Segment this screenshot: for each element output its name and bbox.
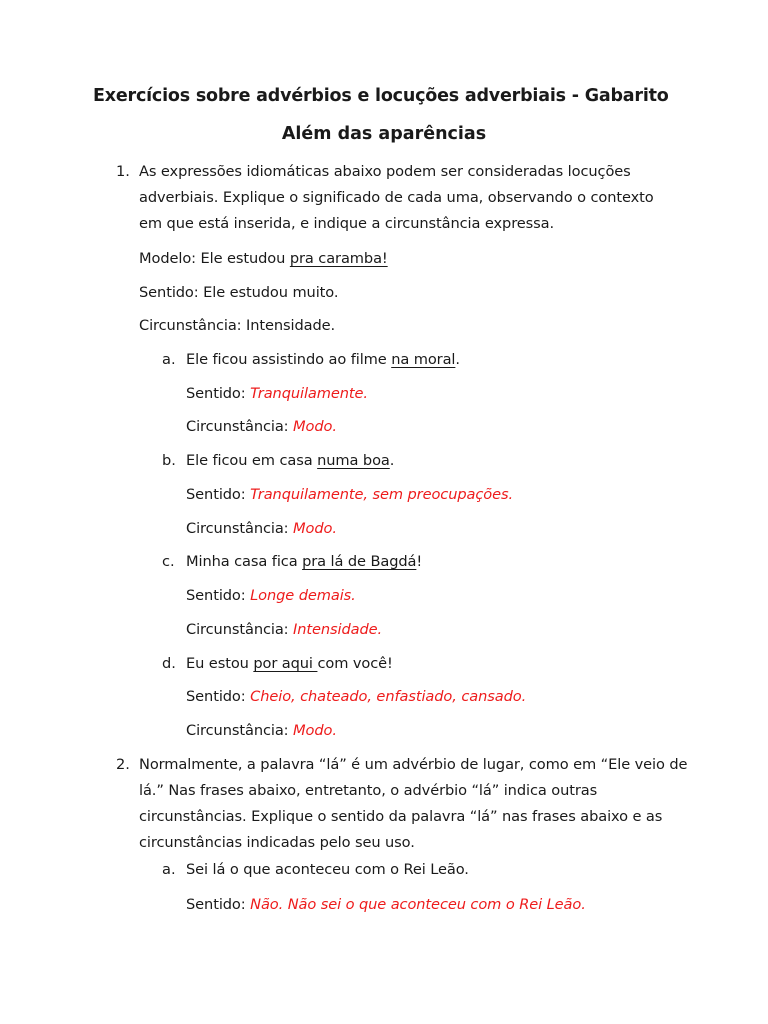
q1c-underlined: pra lá de Bagdá	[302, 553, 417, 570]
q1c-before: Minha casa fica	[186, 553, 303, 570]
circunstancia-label: Circunstância:	[186, 520, 294, 537]
q1b-sentido-answer: Tranquilamente, sem preocupações.	[250, 486, 514, 503]
q2a-sentence: Sei lá o que aconteceu com o Rei Leão.	[186, 861, 469, 878]
q1a-sentido	[186, 381, 368, 407]
q1-line-3: em que está inserida, e indique a circunstância expressa.	[139, 215, 555, 232]
q1c-letter: c.	[162, 553, 175, 570]
model-underlined: pra caramba!	[289, 250, 388, 267]
q1c-sentido-answer: Longe demais.	[250, 587, 356, 604]
sentido-label: Sentido:	[186, 486, 251, 503]
q2-number: 2.	[116, 756, 130, 773]
q1a-circunstancia	[186, 414, 337, 440]
circunstancia-label: Circunstância:	[186, 621, 294, 638]
q1a-before: Ele ficou assistindo ao filme	[186, 351, 392, 368]
q1-model-circunstancia: Circunstância: Intensidade.	[139, 317, 336, 334]
sentido-label: Sentido:	[186, 587, 251, 604]
q1c-circunstancia	[186, 617, 382, 643]
q1d-sentido-answer: Cheio, chateado, enfastiado, cansado.	[250, 688, 527, 705]
q2-line-1: Normalmente, a palavra “lá” é um advérbio de lugar, como em “Ele veio de	[139, 756, 688, 773]
sentido-label: Sentido:	[186, 896, 251, 913]
q1-number: 1.	[116, 163, 130, 180]
q1d-circunstancia-answer: Modo.	[293, 722, 337, 739]
model-prefix: Modelo: Ele estudou	[139, 250, 290, 267]
q1c-sentence	[186, 549, 422, 575]
q1c-circunstancia-answer: Intensidade.	[293, 621, 383, 638]
circunstancia-label: Circunstância:	[186, 418, 294, 435]
q1d-sentence	[186, 651, 393, 677]
q1b-circunstancia-answer: Modo.	[293, 520, 337, 537]
q1b-letter: b.	[162, 452, 176, 469]
q1-line-1: As expressões idiomáticas abaixo podem ser consideradas locuções	[139, 163, 631, 180]
q1b-circunstancia	[186, 516, 337, 542]
q2-line-3: circunstâncias. Explique o sentido da palavra “lá” nas frases abaixo e as	[139, 808, 663, 825]
document-subtitle: Além das aparências	[281, 124, 487, 144]
q1a-circunstancia-answer: Modo.	[293, 418, 337, 435]
q2a-sentido-answer: Não. Não sei o que aconteceu com o Rei Leão.	[250, 896, 586, 913]
q1d-circunstancia	[186, 718, 337, 744]
sentido-label: Sentido:	[186, 688, 251, 705]
q1c-after: !	[416, 553, 423, 570]
q1a-sentido-answer: Tranquilamente.	[250, 385, 368, 402]
q2-line-4: circunstâncias indicadas pelo seu uso.	[139, 834, 415, 851]
q2a-letter: a.	[162, 861, 176, 878]
document-title: Exercícios sobre advérbios e locuções adverbiais - Gabarito	[93, 86, 669, 106]
q1d-before: Eu estou	[186, 655, 254, 672]
q1d-underlined: por aqui	[253, 655, 318, 672]
q1-model-sentido: Sentido: Ele estudou muito.	[139, 284, 339, 301]
q1b-underlined: numa boa	[317, 452, 390, 469]
circunstancia-label: Circunstância:	[186, 722, 294, 739]
q2-line-2: lá.” Nas frases abaixo, entretanto, o advérbio “lá” indica outras	[139, 782, 598, 799]
q2a-sentido	[186, 892, 586, 918]
q1a-sentence	[186, 347, 460, 373]
q1b-sentence	[186, 448, 394, 474]
q1-line-2: adverbiais. Explique o significado de cada uma, observando o contexto	[139, 189, 654, 206]
q1a-letter: a.	[162, 351, 176, 368]
q1a-underlined: na moral	[391, 351, 456, 368]
q1b-before: Ele ficou em casa	[186, 452, 318, 469]
q1d-after: com você!	[317, 655, 393, 672]
q1b-after: .	[389, 452, 395, 469]
q1c-sentido	[186, 583, 356, 609]
q1a-after: .	[455, 351, 460, 368]
sentido-label: Sentido:	[186, 385, 251, 402]
q1d-sentido	[186, 684, 526, 710]
q1d-letter: d.	[162, 655, 176, 672]
q1b-sentido	[186, 482, 513, 508]
q1-model	[139, 246, 388, 272]
